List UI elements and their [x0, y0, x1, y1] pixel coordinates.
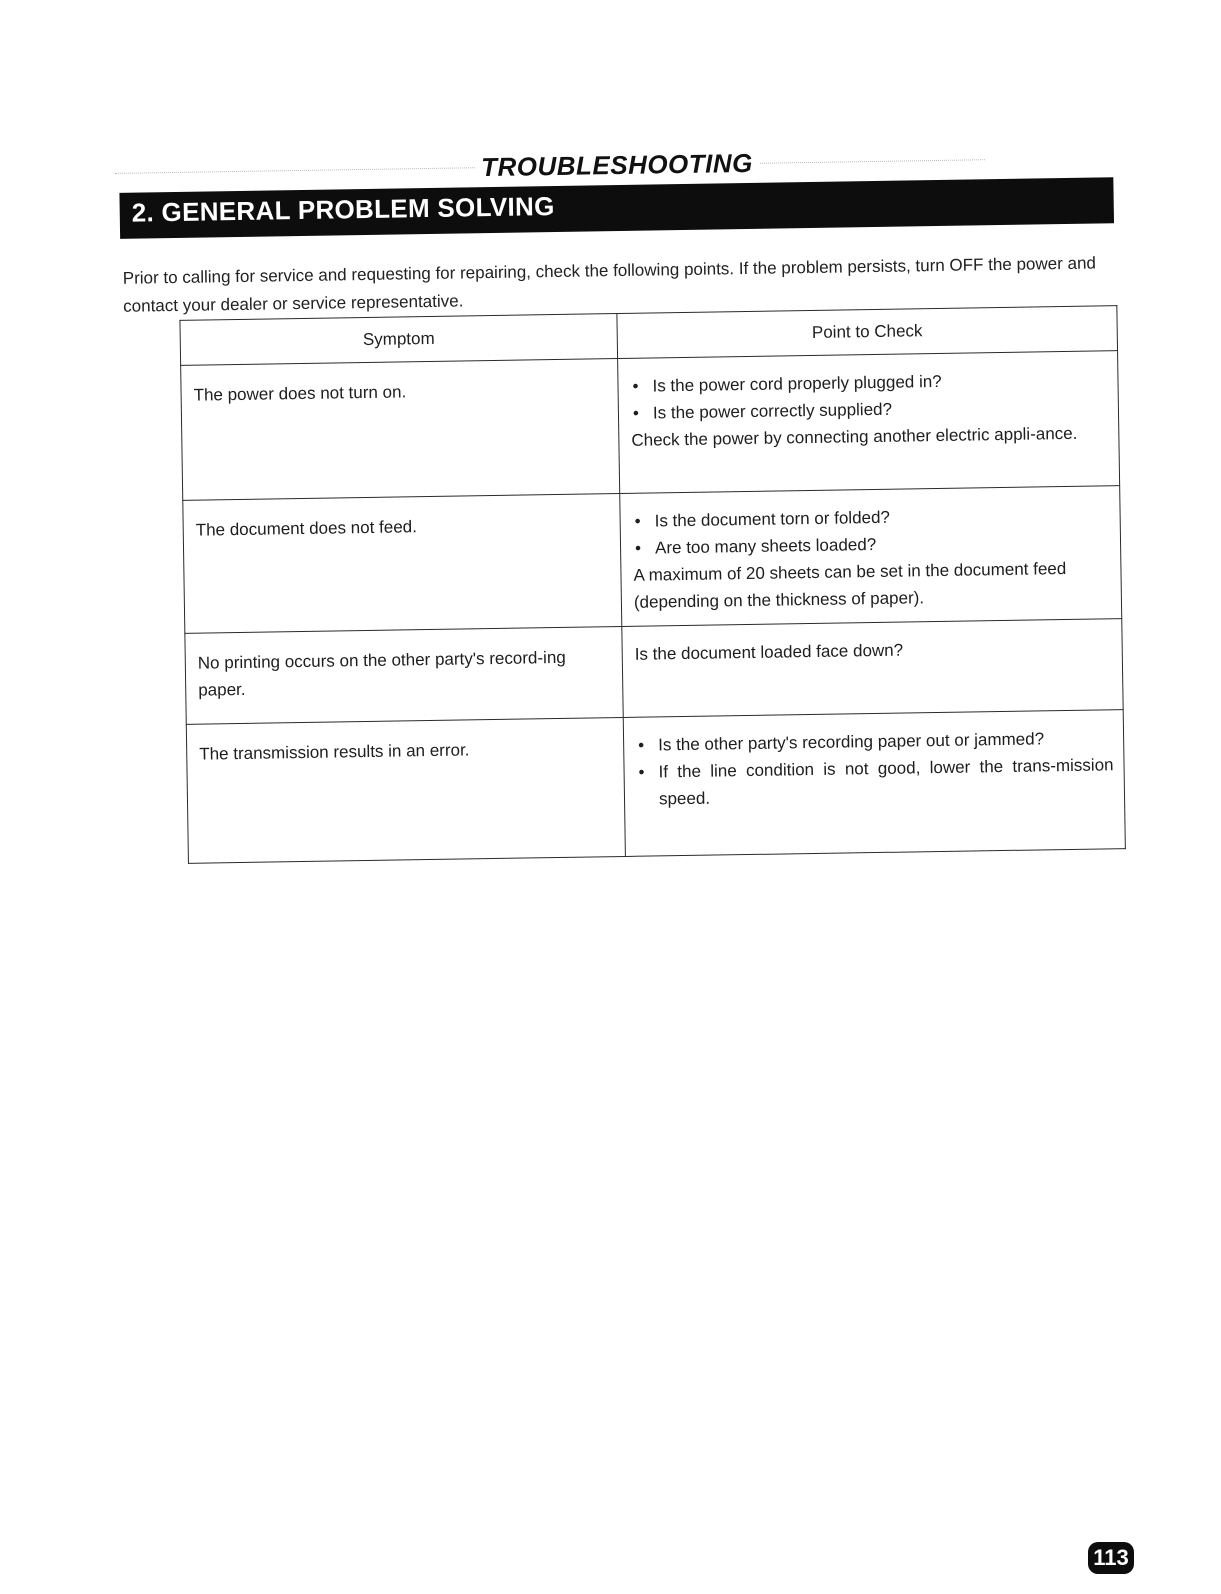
- symptom-cell: The power does not turn on.: [181, 359, 620, 501]
- check-list: [632, 500, 1110, 561]
- check-note: A maximum of 20 sheets can be set in the document feed (depending on the thickness of paper).: [633, 559, 1067, 612]
- check-cell: [620, 486, 1122, 627]
- symptom-cell: No printing occurs on the other party's record-ing paper.: [185, 626, 623, 724]
- column-header-check: Point to Check: [617, 306, 1118, 359]
- table-row: [185, 619, 1123, 725]
- check-cell: Is the document loaded face down?: [622, 619, 1123, 718]
- check-item: • Is the other party's recording paper out or jammed?: [636, 724, 1113, 758]
- symptom-cell: The transmission results in an error.: [186, 717, 625, 863]
- table-row: [181, 351, 1120, 501]
- section-title: TROUBLESHOOTING: [475, 148, 759, 183]
- check-item: • Is the power correctly supplied?: [631, 392, 1108, 426]
- check-list: [636, 724, 1114, 812]
- troubleshooting-table: [179, 305, 1125, 864]
- page-number-badge: 113: [1088, 1542, 1134, 1574]
- table-row: [183, 486, 1122, 634]
- symptom-cell: The document does not feed.: [183, 494, 622, 634]
- table-row: [186, 710, 1125, 864]
- check-item: • Is the power cord properly plugged in?: [630, 365, 1107, 399]
- check-item: • If the line condition is not good, lower the trans-mission speed.: [636, 751, 1114, 812]
- column-header-symptom: Symptom: [180, 314, 618, 366]
- check-item: • Are too many sheets loaded?: [633, 527, 1110, 561]
- check-cell: [623, 710, 1125, 857]
- check-list: [630, 365, 1108, 426]
- heading-title: 2. GENERAL PROBLEM SOLVING: [131, 190, 555, 228]
- heading-banner: [119, 177, 1114, 239]
- check-note: Check the power by connecting another electric appli-ance.: [631, 423, 1078, 450]
- intro-paragraph: Prior to calling for service and requesting for repairing, check the following points. If the problem persists, turn OFF the power and contact your dealer or service representative.: [122, 253, 1097, 316]
- check-cell: [618, 351, 1120, 494]
- check-item: • Is the document torn or folded?: [632, 500, 1109, 534]
